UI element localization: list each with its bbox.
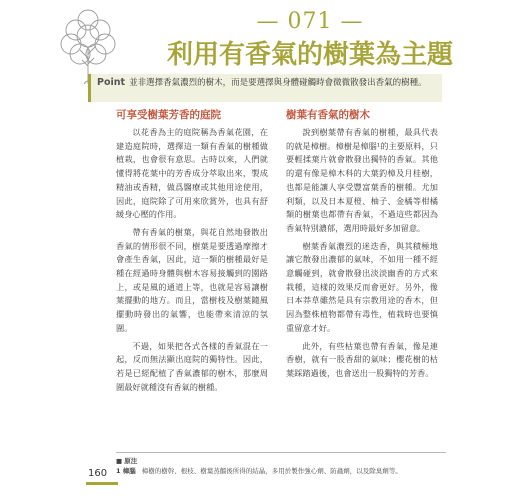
point-label: Point <box>97 77 126 88</box>
point-text: 並非選擇香氣濃烈的樹木，而是要選擇與身體碰觸時會微微散發出香氣的樹種。 <box>129 78 427 88</box>
footnote-entry <box>116 466 446 476</box>
footnote-text: 樟樹的樹幹、根枝、樹葉蒸餾後所得的結晶，多用於製作強心劑、防蟲劑，以及除臭劑等。 <box>141 467 402 475</box>
page-title: 利用有香氣的樹葉為主題 <box>166 40 453 70</box>
footnote <box>116 452 446 476</box>
left-column <box>116 108 268 398</box>
page-number: 160 <box>88 468 108 479</box>
footnote-label: ■ 原注 <box>116 457 138 465</box>
chapter-header <box>160 8 460 72</box>
footnote-term: 1 樟腦 <box>116 467 136 475</box>
left-paragraph-2: 帶有香氣的樹葉，與花自然地發散出香氣的情形很不同，樹葉是要透過摩擦才會產生香氣，因此，這一類的樹種最好是種在經過時身體與樹木容易接觸到的園路上，或是風的通道上等，也就是容易讓樹葉擺動的地方。而且，當樹枝及樹葉隨風擺動時發出的氣響，也能帶來清涼的氛圍。 <box>116 226 268 333</box>
right-paragraph-2: 樹葉香氣濃烈的迷迭香，與其積極地讓它散發出濃郁的氣味，不如用一種不經意觸碰到，就會散發出淡淡幽香的方式來栽種，這樣的效果反而會更好。另外，像日本莽草雖然是具有宗教用途的香木，但因為整株植物都帶有毒性，植栽時也要慎重留意才好。 <box>286 240 438 333</box>
point-box <box>88 74 442 102</box>
right-paragraph-1: 說到樹葉帶有香氣的樹種，最具代表的就是樟樹。樟樹是樟腦¹的主要原料，只要輕揉葉片就會散發出獨特的香氣。其他的還有像是樟木科的大葉釣樟及月桂樹，也都是能讓人享受豐富葉香的樹種。尤加利類，以及日本夏橙、柚子、金橘等柑橘類的樹葉也都帶有香氣，不過這些都因為香氣特別濃郁，選用時最好多加留意。 <box>286 127 438 233</box>
left-column-heading: 可享受樹葉芳香的庭院 <box>116 109 221 121</box>
page-number-bar <box>86 482 118 485</box>
left-paragraph-1: 以花香為主的庭院稱為香氣花園，在建造庭院時，選擇這一類有香氣的樹種做植栽，也會很有意思。古時以來，人們就懂得將花葉中的芳香成分萃取出來，製成精油或香精，做爲醫療或其他用途使用，因此，庭院除了可用來欣賞外，也具有舒緩身心壓的作用。 <box>116 127 268 220</box>
chapter-number: — 071 — <box>256 9 364 34</box>
right-paragraph-3: 此外，有些枯葉也帶有香氣，像是連香樹，就有一股香甜的氣味；櫻花樹的枯葉踩踏過後，也會送出一股獨特的芳香。 <box>286 340 438 378</box>
left-paragraph-3: 不過，如果把各式各樣的香氣混在一起，反而無法顯出庭院的獨特性。因此，若是已經配植了香氣濃郁的樹木，那麼周圍最好就種沒有香氣的樹種。 <box>116 340 268 392</box>
right-column <box>286 108 438 385</box>
right-column-heading: 樹葉有香氣的樹木 <box>286 109 370 121</box>
